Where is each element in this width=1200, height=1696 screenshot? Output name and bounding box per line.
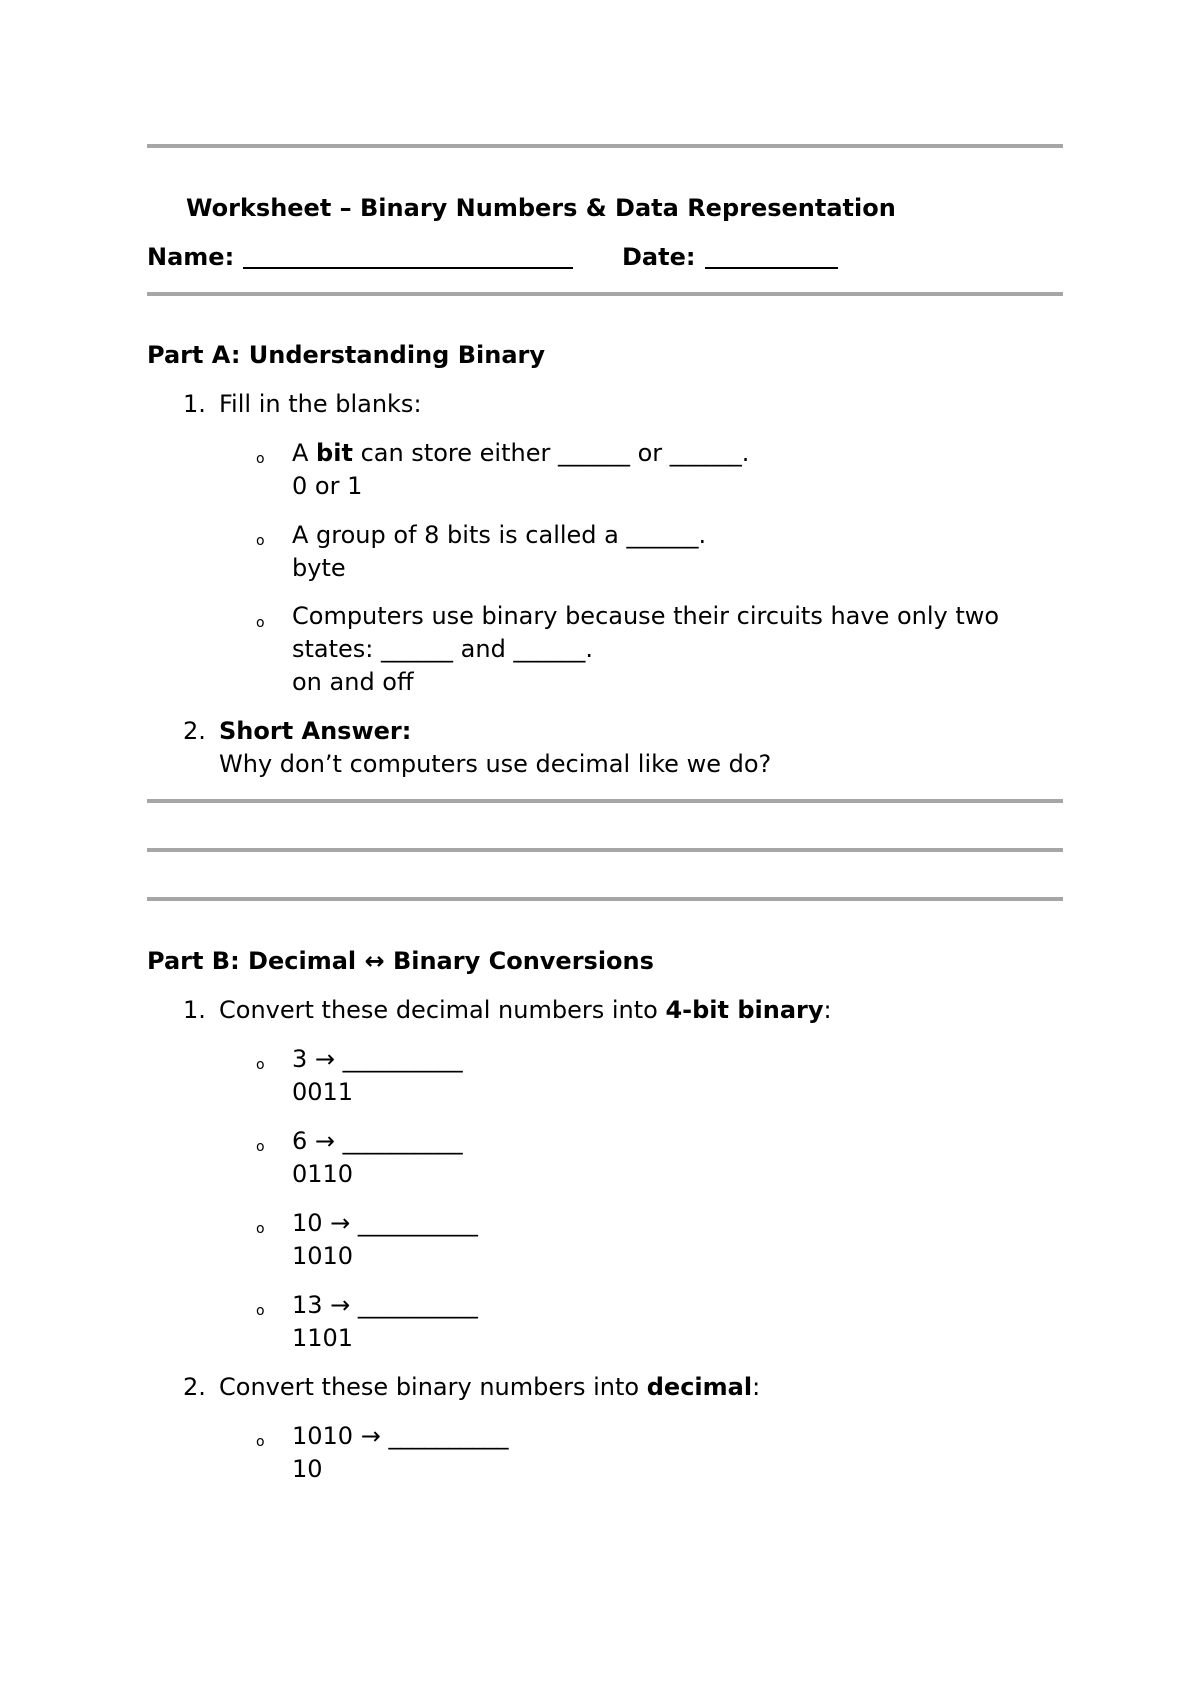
part-b-q1-number: 1. xyxy=(183,996,206,1024)
conversion-prompt: 10 → __________ xyxy=(292,1209,478,1237)
fill-blank-item-states-line2: states: ______ and ______. xyxy=(292,635,594,663)
bullet-icon: o xyxy=(256,533,265,549)
conversion-prompt: 6 → __________ xyxy=(292,1127,463,1155)
answer-text: 10 xyxy=(292,1455,323,1483)
answer-line[interactable] xyxy=(147,799,1063,803)
worksheet-title: Worksheet – Binary Numbers & Data Representation xyxy=(186,194,896,222)
answer-text: byte xyxy=(292,554,346,582)
answer-text: 1101 xyxy=(292,1324,354,1352)
bullet-icon: o xyxy=(256,1303,265,1319)
bullet-icon: o xyxy=(256,1139,265,1155)
top-divider xyxy=(147,144,1063,148)
bullet-icon: o xyxy=(256,1057,265,1073)
part-b-q2-text: Convert these binary numbers into decimal: xyxy=(219,1373,761,1401)
bullet-icon: o xyxy=(256,615,265,631)
short-answer-question: Why don’t computers use decimal like we do? xyxy=(219,750,772,778)
part-b-q1-text: Convert these decimal numbers into 4-bit binary: xyxy=(219,996,832,1024)
answer-text: 0011 xyxy=(292,1078,354,1106)
short-answer-label: Short Answer: xyxy=(219,717,412,745)
bullet-icon: o xyxy=(256,1221,265,1237)
bullet-icon: o xyxy=(256,451,265,467)
answer-text: on and off xyxy=(292,668,414,696)
part-a-q2-number: 2. xyxy=(183,717,206,745)
conversion-prompt: 1010 → __________ xyxy=(292,1422,509,1450)
header-divider xyxy=(147,292,1063,296)
fill-blank-item-states-line1: Computers use binary because their circuits have only two xyxy=(292,602,1000,630)
fill-blank-item-byte: A group of 8 bits is called a ______. xyxy=(292,521,707,549)
answer-text: 0110 xyxy=(292,1160,354,1188)
date-label: Date: xyxy=(622,243,696,271)
conversion-prompt: 13 → __________ xyxy=(292,1291,478,1319)
bullet-icon: o xyxy=(256,1434,265,1450)
part-a-q1-text: Fill in the blanks: xyxy=(219,390,422,418)
name-blank[interactable] xyxy=(243,267,573,269)
answer-line[interactable] xyxy=(147,848,1063,852)
answer-text: 0 or 1 xyxy=(292,472,363,500)
part-b-heading: Part B: Decimal ↔ Binary Conversions xyxy=(147,947,654,975)
answer-text: 1010 xyxy=(292,1242,354,1270)
answer-line[interactable] xyxy=(147,897,1063,901)
part-b-q2-number: 2. xyxy=(183,1373,206,1401)
date-blank[interactable] xyxy=(705,267,838,269)
name-label: Name: xyxy=(147,243,235,271)
part-a-q1-number: 1. xyxy=(183,390,206,418)
part-a-heading: Part A: Understanding Binary xyxy=(147,341,545,369)
fill-blank-item-bit: A bit can store either ______ or ______. xyxy=(292,439,750,467)
conversion-prompt: 3 → __________ xyxy=(292,1045,463,1073)
